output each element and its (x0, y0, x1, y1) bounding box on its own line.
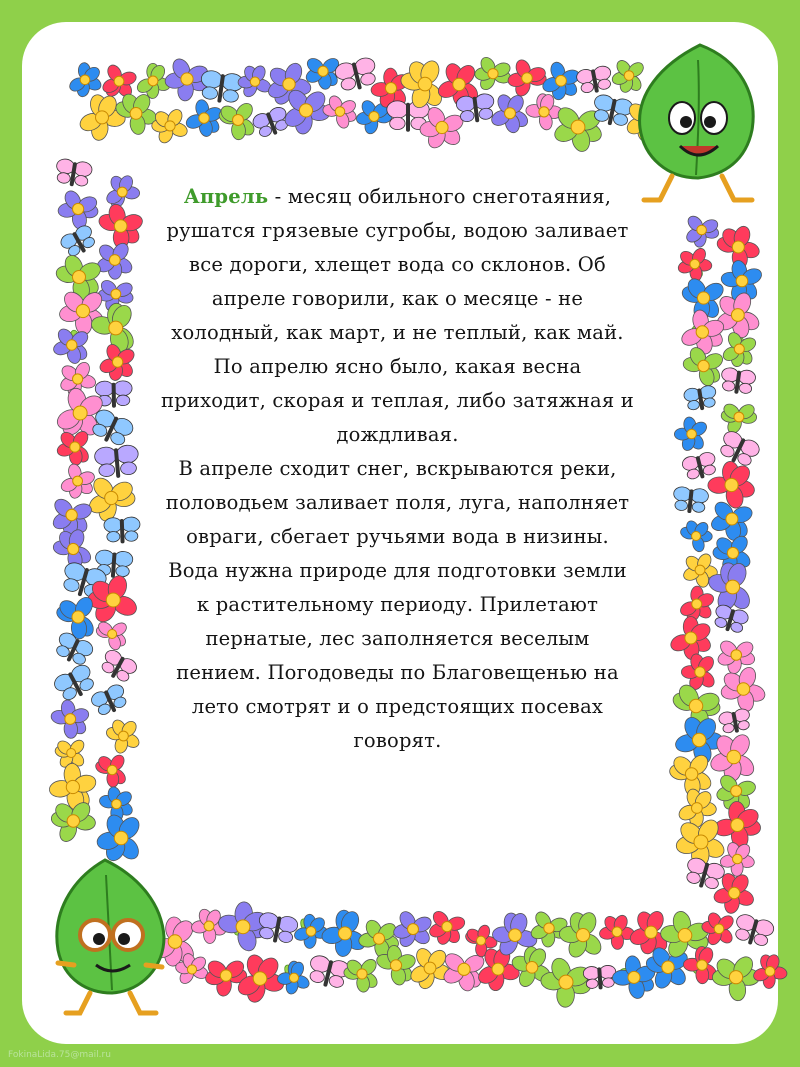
flower-icon (238, 64, 273, 99)
flower-icon (104, 174, 140, 211)
butterfly-icon (256, 911, 299, 946)
flower-icon (50, 699, 91, 739)
flower-icon (67, 62, 103, 97)
leaf-character-icon (630, 40, 760, 210)
flower-icon (217, 901, 269, 953)
flower-icon (679, 519, 712, 553)
flower-icon (321, 909, 369, 958)
flower-icon (94, 753, 128, 788)
flower-icon (712, 953, 759, 1001)
flower-icon (684, 213, 720, 248)
flower-icon (507, 58, 547, 98)
butterfly-icon (718, 708, 753, 736)
flower-icon (489, 92, 530, 134)
month-title: Апрель (183, 185, 269, 208)
butterfly-icon (455, 93, 496, 125)
watermark: FokinaLida.75@mail.ru (8, 1050, 111, 1060)
butterfly-icon (54, 158, 93, 189)
paragraph-2: В апреле сходит снег, вскрываются реки, половодьем заливает поля, луга, наполняет овраги, сбегает ручьями вода в низины. Вода нужна природе для подготовки земли к растительному периоду. Прилетают пернатые, лес заполняется веселым пением. Погодоведы по Благовещенью на лето смотрят и о предстоящих посевах говорят. (165, 457, 630, 752)
flower-icon (59, 462, 96, 499)
flower-icon (86, 474, 135, 523)
flower-icon (428, 908, 467, 946)
paragraph-1 (160, 180, 635, 452)
flower-icon (678, 586, 716, 623)
flower-icon (559, 910, 605, 960)
butterfly-icon (683, 856, 727, 893)
flower-icon (50, 496, 93, 537)
leaf-character-icon (40, 855, 180, 1020)
flower-icon (668, 616, 713, 660)
flower-icon (599, 913, 636, 949)
butterfly-icon (681, 451, 719, 483)
flower-icon (677, 246, 713, 281)
flower-icon (95, 240, 135, 279)
butterfly-icon (58, 223, 99, 260)
butterfly-icon (716, 429, 762, 471)
butterfly-icon (719, 367, 756, 396)
article-text (160, 180, 635, 758)
flower-icon (343, 956, 380, 992)
flower-icon (77, 93, 125, 142)
flower-icon (674, 416, 709, 452)
flower-icon (97, 202, 144, 248)
flower-icon (98, 342, 137, 381)
flower-icon (752, 953, 788, 989)
flower-icon (57, 188, 99, 230)
flower-icon (721, 401, 757, 435)
butterfly-icon (97, 648, 139, 686)
paragraph-1-text: - месяц обильного снеготаяния, рушатся грязевые сугробы, водою заливает все дороги, хлещет вода со склонов. Об апреле говорили, как о месяце - не холодный, как март, и не теплый, как май. По апрелю ясно было, какая весна приходит, скорая и теплая, либо затяжная и дождливая. (161, 185, 634, 446)
flower-icon (679, 309, 726, 355)
flower-icon (95, 619, 129, 651)
butterfly-icon (104, 517, 141, 544)
flower-icon (217, 100, 257, 140)
butterfly-icon (731, 913, 775, 950)
flower-icon (408, 946, 453, 991)
flower-icon (55, 594, 97, 639)
flower-icon (277, 960, 311, 995)
butterfly-icon (89, 682, 130, 718)
butterfly-icon (672, 486, 709, 515)
flower-icon (152, 107, 190, 145)
butterfly-icon (94, 444, 140, 479)
flower-icon (540, 955, 592, 1007)
flower-icon (475, 55, 513, 93)
flower-icon (322, 94, 358, 130)
flower-icon (399, 58, 445, 110)
flower-icon (105, 718, 141, 755)
flower-icon (100, 63, 137, 100)
flower-icon (184, 99, 223, 138)
flower-icon (48, 763, 97, 812)
butterfly-icon (583, 965, 617, 991)
flower-icon (721, 330, 758, 367)
butterfly-icon (683, 385, 718, 413)
butterfly-icon (575, 65, 614, 96)
flower-icon (720, 665, 767, 713)
flower-icon (293, 914, 329, 949)
